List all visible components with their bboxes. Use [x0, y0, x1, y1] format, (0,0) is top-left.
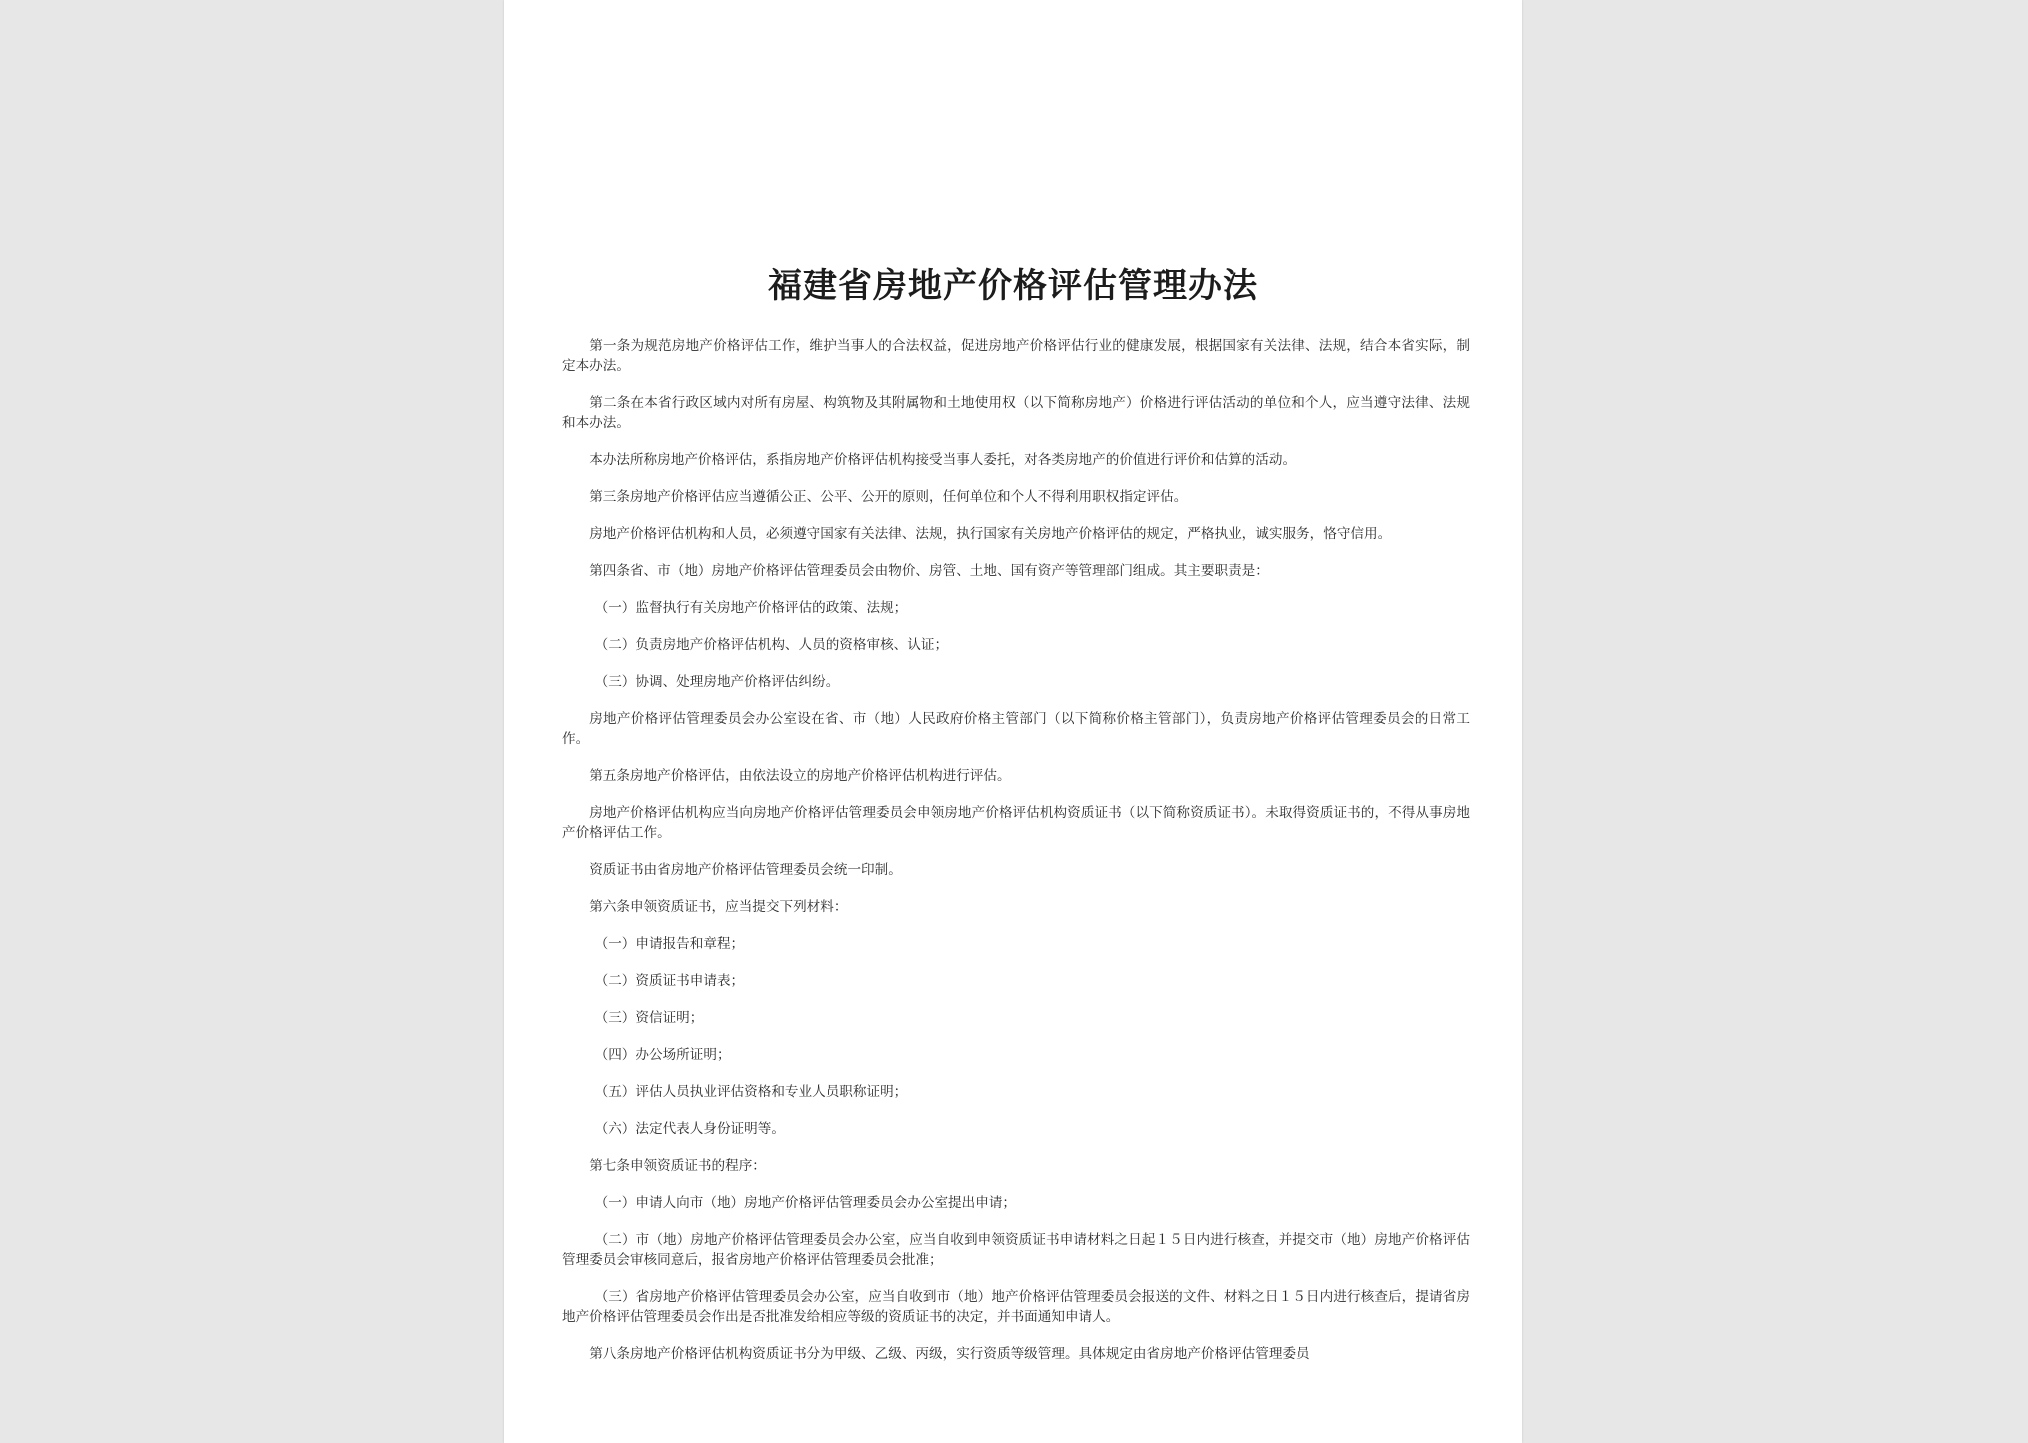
list-item: （三）省房地产价格评估管理委员会办公室，应当自收到市（地）地产价格评估管理委员会报送的文件、材料之日１５日内进行核查后，提请省房地产价格评估管理委员会作出是否批准发给相应等级的资质证书的决定，并书面通知申请人。	[562, 1289, 1470, 1325]
paragraph-article-8: 第八条房地产价格评估机构资质证书分为甲级、乙级、丙级，实行资质等级管理。具体规定由省房地产价格评估管理委员	[589, 1346, 1310, 1362]
paragraph-article-2: 第二条在本省行政区域内对所有房屋、构筑物及其附属物和土地使用权（以下简称房地产）价格进行评估活动的单位和个人，应当遵守法律、法规和本办法。	[562, 395, 1470, 431]
document-title: 福建省房地产价格评估管理办法	[768, 266, 1258, 306]
list-item: （一）监督执行有关房地产价格评估的政策、法规；	[594, 600, 908, 616]
list-item: （五）评估人员执业评估资格和专业人员职称证明；	[594, 1084, 908, 1100]
paragraph-article-3: 第三条房地产价格评估应当遵循公正、公平、公开的原则，任何单位和个人不得利用职权指定评估。	[589, 489, 1188, 505]
paragraph-definition: 本办法所称房地产价格评估，系指房地产价格评估机构接受当事人委托，对各类房地产的价值进行评价和估算的活动。	[589, 452, 1297, 468]
document-page	[504, 0, 1522, 1443]
paragraph-obligations: 房地产价格评估机构和人员，必须遵守国家有关法律、法规，执行国家有关房地产价格评估的规定，严格执业，诚实服务，恪守信用。	[589, 526, 1392, 542]
paragraph-office: 房地产价格评估管理委员会办公室设在省、市（地）人民政府价格主管部门（以下简称价格主管部门），负责房地产价格评估管理委员会的日常工作。	[562, 711, 1470, 747]
list-item: （一）申请报告和章程；	[594, 936, 745, 952]
paragraph-article-7: 第七条申领资质证书的程序：	[589, 1158, 766, 1174]
list-item: （二）负责房地产价格评估机构、人员的资格审核、认证；	[594, 637, 949, 653]
list-item: （一）申请人向市（地）房地产价格评估管理委员会办公室提出申请；	[594, 1195, 1017, 1211]
list-item: （二）资质证书申请表；	[594, 973, 745, 989]
list-item: （三）协调、处理房地产价格评估纠纷。	[594, 674, 840, 690]
paragraph-certificate: 房地产价格评估机构应当向房地产价格评估管理委员会申领房地产价格评估机构资质证书（以下简称资质证书）。未取得资质证书的，不得从事房地产价格评估工作。	[562, 805, 1470, 841]
paragraph-printing: 资质证书由省房地产价格评估管理委员会统一印制。	[589, 862, 902, 878]
list-item: （二）市（地）房地产价格评估管理委员会办公室，应当自收到申领资质证书申请材料之日起１５日内进行核查，并提交市（地）房地产价格评估管理委员会审核同意后，报省房地产价格评估管理委员会批准；	[562, 1232, 1470, 1268]
list-item: （三）资信证明；	[594, 1010, 704, 1026]
paragraph-article-5: 第五条房地产价格评估，由依法设立的房地产价格评估机构进行评估。	[589, 768, 1011, 784]
paragraph-article-4: 第四条省、市（地）房地产价格评估管理委员会由物价、房管、土地、国有资产等管理部门组成。其主要职责是：	[589, 563, 1269, 579]
list-item: （六）法定代表人身份证明等。	[594, 1121, 785, 1137]
list-item: （四）办公场所证明；	[594, 1047, 731, 1063]
paragraph-article-6: 第六条申领资质证书，应当提交下列材料：	[589, 899, 848, 915]
paragraph-article-1: 第一条为规范房地产价格评估工作，维护当事人的合法权益，促进房地产价格评估行业的健康发展，根据国家有关法律、法规，结合本省实际，制定本办法。	[562, 338, 1470, 374]
document-body	[562, 336, 1470, 1381]
